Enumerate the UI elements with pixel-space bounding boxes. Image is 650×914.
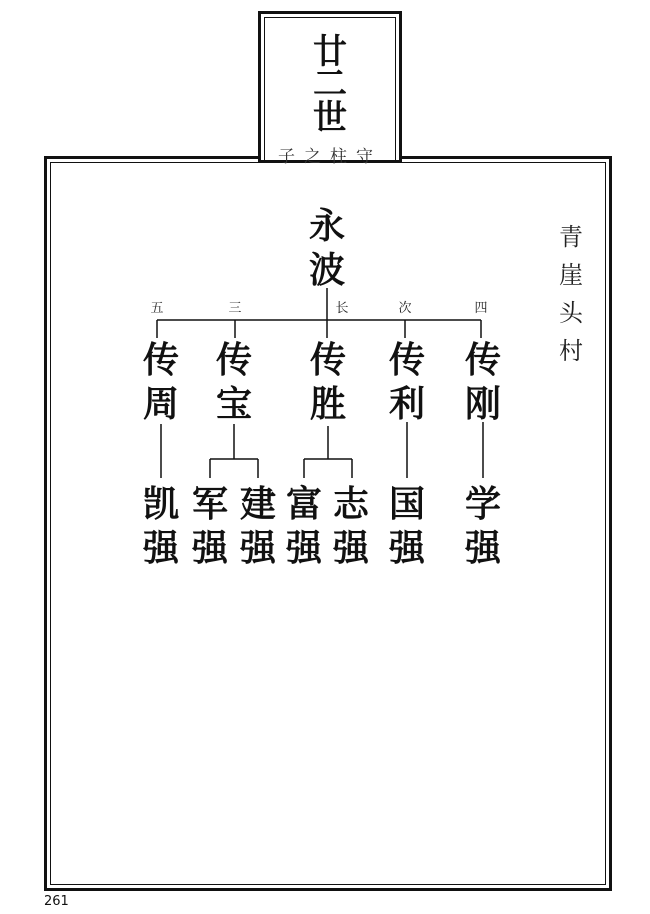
grandson-1-1-char-1: 凯 bbox=[142, 483, 179, 525]
grandson-2-2-char-2: 强 bbox=[239, 527, 276, 569]
generation-subtitle: 子之柱守 bbox=[278, 147, 382, 167]
root-char-1: 永 bbox=[308, 205, 345, 247]
grandson-5-1-char-1: 学 bbox=[464, 483, 501, 525]
village-char-2: 崖 bbox=[559, 261, 583, 289]
son2-char-2: 宝 bbox=[215, 383, 252, 425]
generation-box bbox=[258, 11, 402, 167]
root-char-2: 波 bbox=[308, 249, 345, 291]
son3-rank: 长 bbox=[335, 301, 349, 316]
generation-title-char-1: 廿 bbox=[313, 32, 347, 72]
village-char-1: 青 bbox=[559, 223, 583, 251]
son2-rank: 三 bbox=[228, 301, 242, 316]
son5-char-2: 刚 bbox=[464, 383, 501, 425]
grandson-2-1-char-2: 强 bbox=[191, 527, 228, 569]
generation-title-char-3: 世 bbox=[313, 98, 347, 138]
son1-char-2: 周 bbox=[142, 383, 179, 425]
son1-rank: 五 bbox=[150, 301, 164, 316]
grandson-4-1-char-1: 国 bbox=[388, 483, 425, 525]
village-char-4: 村 bbox=[559, 337, 583, 365]
grandson-5-1-char-2: 强 bbox=[464, 527, 501, 569]
son4-char-1: 传 bbox=[388, 339, 425, 381]
grandson-4-1-char-2: 强 bbox=[388, 527, 425, 569]
grandson-3-2-char-1: 志 bbox=[332, 483, 369, 525]
grandson-3-1-char-2: 强 bbox=[285, 527, 322, 569]
village-char-3: 头 bbox=[559, 299, 583, 327]
son5-char-1: 传 bbox=[464, 339, 501, 381]
son5-rank: 四 bbox=[474, 301, 488, 316]
grandson-3-1-char-1: 富 bbox=[285, 483, 322, 525]
son4-rank: 次 bbox=[398, 301, 412, 316]
page-number: 261 bbox=[44, 894, 69, 909]
son2-char-1: 传 bbox=[215, 339, 252, 381]
son3-char-2: 胜 bbox=[309, 383, 346, 425]
son1-char-1: 传 bbox=[142, 339, 179, 381]
grandson-2-1-char-1: 军 bbox=[191, 483, 228, 525]
grandson-1-1-char-2: 强 bbox=[142, 527, 179, 569]
generation-title-char-2: 二 bbox=[313, 64, 347, 104]
grandson-3-2-char-2: 强 bbox=[332, 527, 369, 569]
son3-char-1: 传 bbox=[309, 339, 346, 381]
son4-char-2: 利 bbox=[388, 383, 425, 425]
grandson-2-2-char-1: 建 bbox=[239, 483, 276, 525]
